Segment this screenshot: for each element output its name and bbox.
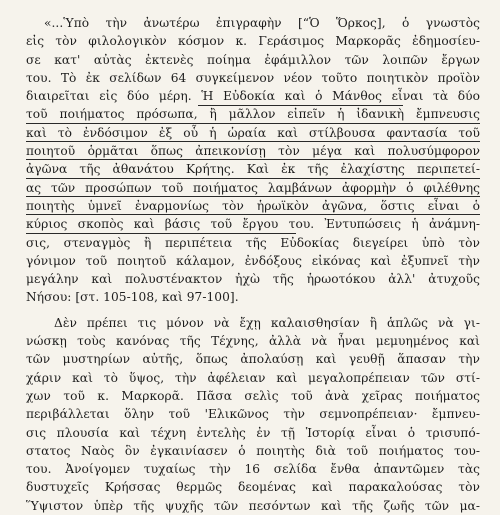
text-line-underlined: τοῦ ποιήματος πρόσωπα, ἢ μᾶλλον εἰπεῖν ἡ ἰδανικὴ ἔμπνευσις [26, 107, 480, 122]
text-line-underlined: διαιρεῖται εἰς δύο μέρη. Ἡ Εὐδοκία καὶ ὁ Μάνθος εἶναι τὰ δύο [26, 89, 480, 104]
text-line: χάριν καὶ τὸ ὕψος, τὴν ἀφέλειαν καὶ μεγαλοπρέπειαν τῶν στί- [26, 370, 480, 385]
text-line-underlined: ας τῶν προσώπων τοῦ ποιήματος λαμβάνων ἀφορμὴν ὁ φιλέθνης [26, 180, 480, 195]
pencil-underline [26, 196, 480, 197]
text-line: νώσκῃ τοὺς κανόνας τῆς Τέχνης, ἀλλὰ νὰ ἦναι μεμυημένος καὶ [26, 334, 480, 349]
pencil-underline [26, 214, 480, 215]
text-line: σις, στεναγμὸς ἢ περιπέτεια τῆς Εὐδοκίας διεγείρει ὑπὸ τὸν [26, 235, 480, 250]
page-text [26, 14, 480, 515]
text-line: μεγάλην καὶ πολυστένακτον ἠχὼ τῆς ἡρωοτόκου ἀλλ' ἀτυχοῦς [26, 272, 480, 287]
paragraph-spacer [26, 307, 480, 314]
text-line-underlined: ποιητοῦ ὁρμᾶται ὅπως ἀπεικονίσῃ τὸν μέγα καὶ πολυσύμφορον [26, 144, 480, 159]
text-line: τῶν μυστηρίων αὐτῆς, ὅπως ἀπολαύσῃ καὶ γευθῇ ἅπασαν τὴν [26, 352, 480, 367]
text-line: Ὕψιστον ὑπὲρ τῆς ψυχῆς τῶν πεσόντων καὶ τῆς ζωῆς τῶν μα- [26, 498, 480, 513]
pencil-underline [198, 105, 403, 106]
pencil-underline [26, 178, 480, 179]
paragraph-quote [26, 14, 480, 307]
text-line: χων τοῦ κ. Μαρκορᾶ. Πᾶσα σελὶς τοῦ ἀνὰ χεῖρας ποιήματος [26, 388, 480, 403]
text-line: Δὲν πρέπει τις μόνον νὰ ἔχῃ καλαισθησίαν ἢ ἁπλῶς νὰ γι- [54, 315, 480, 330]
text-line-underlined: ἀγῶνα τῆς ἀθανάτου Κρήτης. Καὶ ἐκ τῆς ἐλαχίστης περιπετεί- [26, 162, 480, 177]
text-line: του. Ἀνοίγομεν τυχαίως τὴν 16 σελίδα ἔνθα ἀπαντῶμεν τὰς [26, 462, 480, 477]
pencil-underline [26, 233, 296, 234]
text-line: «...Ὑπὸ τὴν ἀνωτέρω ἐπιγραφὴν [“Ὁ Ὅρκος], ὁ γνωστὸς [44, 16, 480, 30]
text-line: στατος Ναὸς ὃν ἐγκαινίασεν ὁ ποιητὴς διὰ τοῦ ποιήματος του- [26, 443, 480, 458]
text-line: εἰς τὸν φιλολογικὸν κόσμον κ. Γεράσιμος Μαρκορᾶς ἐδημοσίευ- [26, 34, 480, 49]
pencil-underline [26, 141, 480, 142]
text-line: του. Τὸ ἐκ σελίδων 64 συγκείμενον νέον τοῦτο ποιητικὸν προϊὸν [26, 70, 480, 85]
text-line: γόνιμον τοῦ ποιητοῦ κάλαμον, ἐνδόξους εἰκόνας καὶ ἐξυπνεῖ τὴν [26, 253, 480, 268]
text-line: περιβάλλεται ὅλην τοῦ 'Ελικῶνος τὴν σεμνοπρέπειαν· ἔμπνευ- [26, 407, 480, 422]
text-line: δυστυχεῖς Κρήσσας θερμῶς δεομένας καὶ παρακαλούσας τὸν [26, 480, 480, 495]
pencil-underline [26, 159, 480, 160]
paragraph-commentary [26, 314, 480, 515]
text-line: Νήσου: [στ. 105-108, καὶ 97-100]. [26, 290, 239, 305]
text-line-underlined: ποιητὴς ὑμνεῖ ἐναρμονίως τὸν ἡρωϊκὸν ἀγῶνα, ὅστις εἶναι ὁ [26, 198, 480, 213]
text-line: σε κατ' αὐτὰς ἐκτενὲς ποίημα ἐφάμιλλον τῶν λοιπῶν ἔργων [26, 52, 480, 67]
text-line-underlined: καὶ τὸ ἐνδόσιμον ἐξ οὗ ἡ ὡραία καὶ στίλβουσα φαντασία τοῦ [26, 125, 480, 140]
text-line: σις πλουσία καὶ τέχνη ἐντελὴς ἐν τῇ Ἱστορίᾳ εἶναι ὁ τρισυπό- [26, 425, 480, 440]
text-line-underlined: κύριος σκοπὸς καὶ βάσις τοῦ ἔργου του. Ἐντυπώσεις ἡ ἀνάμνη- [26, 217, 480, 232]
pencil-underline [26, 123, 480, 124]
